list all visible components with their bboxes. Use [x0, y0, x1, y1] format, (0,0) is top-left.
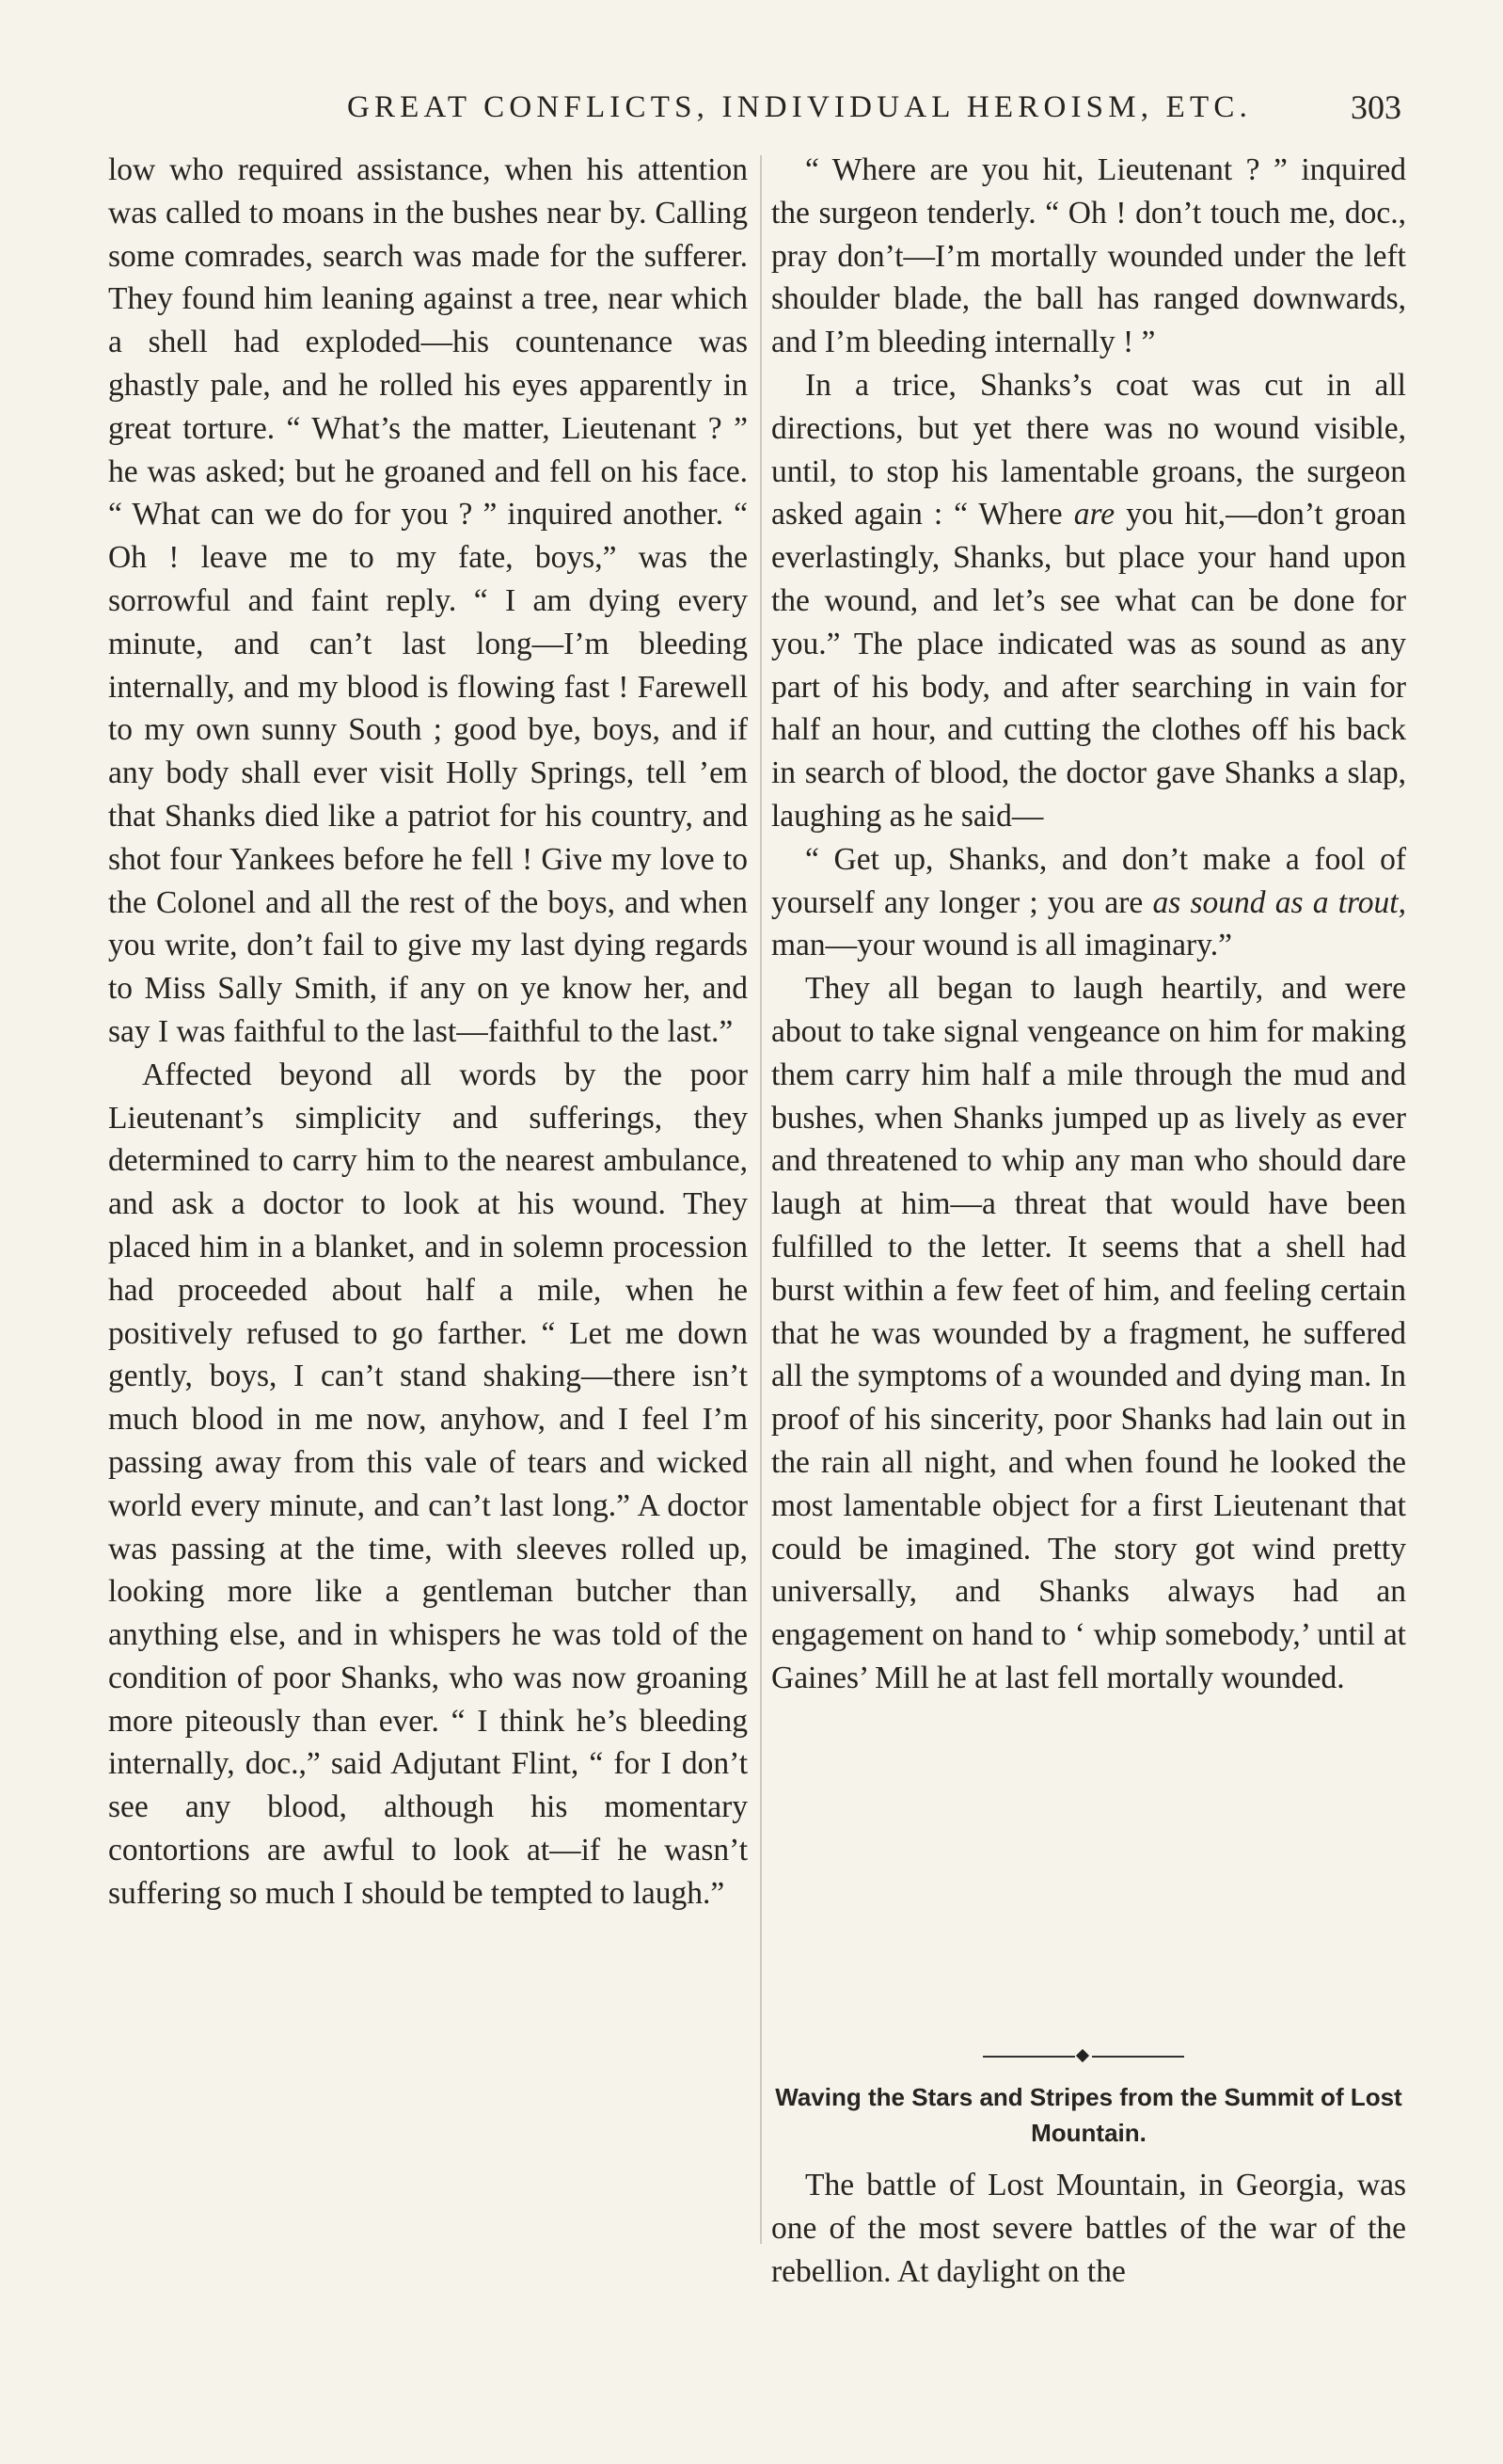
running-head: GREAT CONFLICTS, INDIVIDUAL HEROISM, ETC.	[346, 90, 1253, 124]
page-number: 303	[1351, 88, 1401, 126]
left-paragraph-2: Affected beyond all words by the poor Lieutenant’s simplicity and sufferings, they determined to carry him to the nearest ambulance, and ask a doctor to look at his wound. They placed him in a blanket, and in solemn procession had proceeded about half a mile, when he positively refused to go farther. “ Let me down gently, boys, I can’t stand shaking—there isn’t much blood in me now, anyhow, and I feel I’m passing away from this vale of tears and wicked world every minute, and can’t last long.” A doctor was passing at the time, with sleeves rolled up, looking more like a gentleman butcher than anything else, and in whispers he was told of the condition of poor Shanks, who was now groaning more piteously than ever. “ I think he’s bleeding internally, doc.,” said Adjutant Flint, “ for I don’t see any blood, although his momentary contortions are awful to look at—if he wasn’t suffering so much I should be tempted to laugh.”	[108, 1057, 748, 1911]
right-paragraph-4: They all began to laugh heartily, and were about to take signal vengeance on him for making them carry him half a mile through the mud and bushes, when Shanks jumped up as lively as ever and threatened to whip any man who should dare laugh at him—a threat that would have been fulfilled to the letter. It seems that a shell had burst within a few feet of him, and feeling certain that he was wounded by a fragment, he suffered all the symptoms of a wounded and dying man. In proof of his sincerity, poor Shanks had lain out in the rain all night, and when found he looked the most lamentable object for a first Lieutenant that could be imagined. The story got wind pretty universally, and Shanks always had an engagement on hand to ‘ whip somebody,’ until at Gaines’ Mill he at last fell mortally wounded.	[771, 971, 1406, 1695]
column-rule	[760, 155, 762, 2244]
section-subheading: Waving the Stars and Stripes from the Summit of Lost Mountain.	[775, 2083, 1402, 2147]
right-paragraph-1: “ Where are you hit, Lieutenant ? ” inquired the surgeon tenderly. “ Oh ! don’t touch me, doc., pray don’t—I’m mortally wounded under the left shoulder blade, the ball has ranged downwards, and I’m bleeding internally ! ”	[771, 152, 1406, 360]
right-paragraph-2-text-a: In a trice, Shanks’s coat was cut in all directions, but yet there was no wound visible, until, to stop his lamentable groans, the surgeon asked again : “ Where	[771, 367, 1406, 533]
right-column	[771, 149, 1406, 1700]
right-paragraph-3	[771, 838, 1406, 967]
right-column-continued	[771, 2164, 1406, 2293]
section-ornament	[983, 2051, 1184, 2062]
page-header	[102, 79, 1401, 135]
right-paragraph-2-emphasis: are	[1073, 497, 1115, 533]
right-paragraph-3-text-b: man—your wound is all imaginary.”	[771, 928, 1232, 963]
left-paragraph-1: low who required assistance, when his attention was called to moans in the bushes near by. Calling some comrades, search was made for the sufferer. They found him leaning against a tree, near which a shell had exploded—his countenance was ghastly pale, and he rolled his eyes apparently in great torture. “ What’s the matter, Lieutenant ? ” he was asked; but he groaned and fell on his face. “ What can we do for you ? ” inquired another. “ Oh ! leave me to my fate, boys,” was the sorrowful and faint reply. “ I am dying every minute, and can’t last long—I’m bleeding internally, and my blood is flowing fast ! Farewell to my own sunny South ; good bye, boys, and if any body shall ever visit Holly Springs, tell ’em that Shanks died like a patriot for his country, and shot four Yankees before he fell ! Give my love to the Colonel and all the rest of the boys, and when you write, don’t fail to give my last dying regards to Miss Sally Smith, if any on ye know her, and say I was faithful to the last—faithful to the last.”	[108, 152, 748, 1049]
right-paragraph-2-text-b: you hit,—don’t groan everlastingly, Shanks, but place your hand upon the wound, and let’s see what can be done for you.” The place indicated was as sound as any part of his body, and after searching in vain for half an hour, and cutting the clothes off his back in search of blood, the doctor gave Shanks a slap, laughing as he said—	[771, 497, 1406, 834]
ornament-diamond-icon	[1076, 2049, 1089, 2062]
ornament-line-right	[1092, 2056, 1184, 2058]
right-paragraph-3-emphasis: as sound as a trout,	[1152, 884, 1406, 920]
left-column	[108, 149, 748, 1916]
right-paragraph-5: The battle of Lost Mountain, in Georgia, was one of the most severe battles of the war of the rebellion. At daylight on the	[771, 2168, 1406, 2289]
ornament-line-left	[983, 2056, 1075, 2058]
right-paragraph-3-text-a: “ Get up, Shanks, and don’t make a fool of yourself any longer ; you are	[771, 841, 1406, 920]
right-paragraph-2	[771, 364, 1406, 838]
